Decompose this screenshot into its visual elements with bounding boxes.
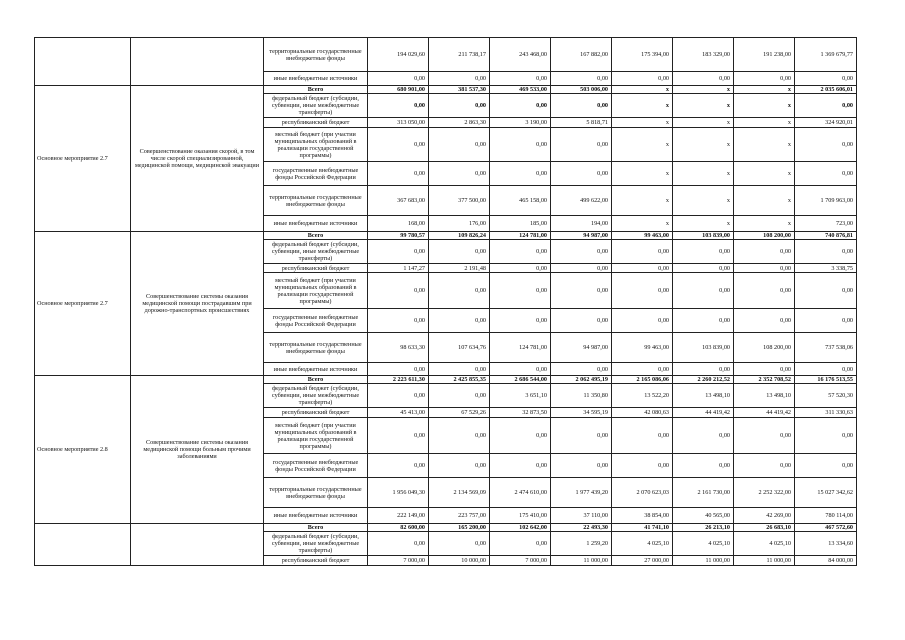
amount-cell: 2 260 212,52 bbox=[673, 376, 734, 384]
amount-cell: x bbox=[734, 118, 795, 128]
amount-cell: 99 463,00 bbox=[612, 232, 673, 240]
amount-cell: 0,00 bbox=[368, 128, 429, 162]
amount-cell: 11 000,00 bbox=[551, 556, 612, 566]
amount-cell: 165 200,00 bbox=[429, 524, 490, 532]
amount-cell: x bbox=[734, 86, 795, 94]
amount-cell: 0,00 bbox=[368, 162, 429, 186]
amount-cell: 0,00 bbox=[368, 309, 429, 333]
funding-source-cell: республиканский бюджет bbox=[264, 264, 368, 273]
amount-cell: x bbox=[612, 162, 673, 186]
amount-cell: 0,00 bbox=[429, 532, 490, 556]
amount-cell: 1 977 439,20 bbox=[551, 478, 612, 508]
funding-source-cell: Всего bbox=[264, 232, 368, 240]
amount-cell: 0,00 bbox=[368, 418, 429, 454]
amount-cell: 0,00 bbox=[551, 264, 612, 273]
amount-cell: 723,00 bbox=[795, 216, 857, 232]
amount-cell: 311 330,63 bbox=[795, 408, 857, 418]
amount-cell: 2 863,30 bbox=[429, 118, 490, 128]
amount-cell: 109 826,24 bbox=[429, 232, 490, 240]
funding-source-cell: федеральный бюджет (субсидии, субвенции, иные межбюджетные трансферты) bbox=[264, 240, 368, 264]
amount-cell: 0,00 bbox=[551, 454, 612, 478]
amount-cell: 0,00 bbox=[551, 128, 612, 162]
amount-cell: 381 537,30 bbox=[429, 86, 490, 94]
funding-source-cell: республиканский бюджет bbox=[264, 408, 368, 418]
amount-cell: 0,00 bbox=[490, 72, 551, 86]
amount-cell: 41 741,10 bbox=[612, 524, 673, 532]
amount-cell: 0,00 bbox=[368, 454, 429, 478]
amount-cell: 0,00 bbox=[795, 240, 857, 264]
amount-cell: 0,00 bbox=[490, 240, 551, 264]
amount-cell: 0,00 bbox=[429, 384, 490, 408]
amount-cell: 0,00 bbox=[490, 309, 551, 333]
activity-cell bbox=[35, 38, 131, 86]
amount-cell: 16 176 513,55 bbox=[795, 376, 857, 384]
amount-cell: 467 572,60 bbox=[795, 524, 857, 532]
amount-cell: 0,00 bbox=[368, 72, 429, 86]
amount-cell: x bbox=[673, 86, 734, 94]
amount-cell: 42 080,63 bbox=[612, 408, 673, 418]
description-cell: Совершенствование системы оказания медицинской помощи больным прочими заболеваниями bbox=[131, 376, 264, 524]
amount-cell: 7 000,00 bbox=[490, 556, 551, 566]
description-cell: Совершенствование системы оказания медицинской помощи пострадавшим при дорожно-транспортных происшествиях bbox=[131, 232, 264, 376]
amount-cell: x bbox=[612, 128, 673, 162]
amount-cell: 82 600,00 bbox=[368, 524, 429, 532]
amount-cell: 11 000,00 bbox=[734, 556, 795, 566]
amount-cell: 0,00 bbox=[490, 418, 551, 454]
amount-cell: x bbox=[673, 186, 734, 216]
amount-cell: x bbox=[612, 216, 673, 232]
amount-cell: 377 500,00 bbox=[429, 186, 490, 216]
amount-cell: 0,00 bbox=[734, 240, 795, 264]
funding-source-cell: федеральный бюджет (субсидии, субвенции, иные межбюджетные трансферты) bbox=[264, 384, 368, 408]
amount-cell: 2 686 544,00 bbox=[490, 376, 551, 384]
amount-cell: 108 200,00 bbox=[734, 232, 795, 240]
amount-cell: 313 050,00 bbox=[368, 118, 429, 128]
amount-cell: 0,00 bbox=[490, 454, 551, 478]
amount-cell: 0,00 bbox=[429, 128, 490, 162]
amount-cell: 0,00 bbox=[429, 309, 490, 333]
amount-cell: x bbox=[612, 118, 673, 128]
amount-cell: 0,00 bbox=[612, 264, 673, 273]
amount-cell: 38 854,00 bbox=[612, 508, 673, 524]
funding-source-cell: иные внебюджетные источники bbox=[264, 72, 368, 86]
amount-cell: 2 425 855,35 bbox=[429, 376, 490, 384]
amount-cell: 0,00 bbox=[551, 418, 612, 454]
amount-cell: 0,00 bbox=[429, 454, 490, 478]
amount-cell: 4 025,10 bbox=[734, 532, 795, 556]
amount-cell: 2 352 708,52 bbox=[734, 376, 795, 384]
amount-cell: 0,00 bbox=[673, 363, 734, 376]
amount-cell: 0,00 bbox=[612, 273, 673, 309]
amount-cell: 167 882,00 bbox=[551, 38, 612, 72]
amount-cell: 102 642,00 bbox=[490, 524, 551, 532]
amount-cell: 34 595,19 bbox=[551, 408, 612, 418]
budget-document bbox=[34, 37, 856, 566]
amount-cell: 3 190,00 bbox=[490, 118, 551, 128]
amount-cell: 2 161 730,00 bbox=[673, 478, 734, 508]
amount-cell: 94 987,00 bbox=[551, 232, 612, 240]
amount-cell: 7 000,00 bbox=[368, 556, 429, 566]
amount-cell: 0,00 bbox=[795, 72, 857, 86]
amount-cell: 44 419,42 bbox=[673, 408, 734, 418]
budget-table bbox=[34, 37, 857, 566]
amount-cell: 0,00 bbox=[734, 454, 795, 478]
amount-cell: 0,00 bbox=[673, 72, 734, 86]
amount-cell: 0,00 bbox=[612, 418, 673, 454]
amount-cell: 45 413,00 bbox=[368, 408, 429, 418]
amount-cell: 465 158,00 bbox=[490, 186, 551, 216]
amount-cell: 4 025,10 bbox=[673, 532, 734, 556]
amount-cell: 0,00 bbox=[368, 240, 429, 264]
amount-cell: 0,00 bbox=[429, 273, 490, 309]
amount-cell: 469 533,00 bbox=[490, 86, 551, 94]
amount-cell: 2 191,48 bbox=[429, 264, 490, 273]
amount-cell: x bbox=[734, 162, 795, 186]
funding-source-cell: местный бюджет (при участии муниципальных образований в реализации государственной программы) bbox=[264, 418, 368, 454]
total-row bbox=[35, 86, 857, 94]
amount-cell: 15 027 342,62 bbox=[795, 478, 857, 508]
amount-cell: 0,00 bbox=[795, 273, 857, 309]
amount-cell: 0,00 bbox=[734, 363, 795, 376]
amount-cell: 0,00 bbox=[429, 72, 490, 86]
amount-cell: 2 134 569,09 bbox=[429, 478, 490, 508]
amount-cell: 243 468,00 bbox=[490, 38, 551, 72]
amount-cell: 0,00 bbox=[795, 363, 857, 376]
amount-cell: x bbox=[612, 94, 673, 118]
amount-cell: 0,00 bbox=[795, 454, 857, 478]
amount-cell: 0,00 bbox=[673, 240, 734, 264]
funding-source-cell: Всего bbox=[264, 376, 368, 384]
amount-cell: x bbox=[734, 186, 795, 216]
amount-cell: 0,00 bbox=[734, 72, 795, 86]
amount-cell: 324 920,01 bbox=[795, 118, 857, 128]
amount-cell: x bbox=[734, 94, 795, 118]
amount-cell: 0,00 bbox=[734, 264, 795, 273]
amount-cell: 10 000,00 bbox=[429, 556, 490, 566]
amount-cell: 223 757,00 bbox=[429, 508, 490, 524]
amount-cell: 0,00 bbox=[368, 532, 429, 556]
amount-cell: 737 538,06 bbox=[795, 333, 857, 363]
amount-cell: 0,00 bbox=[795, 418, 857, 454]
funding-source-cell: государственные внебюджетные фонды Российской Федерации bbox=[264, 454, 368, 478]
amount-cell: 26 213,10 bbox=[673, 524, 734, 532]
amount-cell: 2 223 611,30 bbox=[368, 376, 429, 384]
amount-cell: 84 000,00 bbox=[795, 556, 857, 566]
amount-cell: 3 651,10 bbox=[490, 384, 551, 408]
amount-cell: 5 818,71 bbox=[551, 118, 612, 128]
amount-cell: x bbox=[673, 216, 734, 232]
amount-cell: 99 463,00 bbox=[612, 333, 673, 363]
amount-cell: 176,00 bbox=[429, 216, 490, 232]
funding-source-cell: местный бюджет (при участии муниципальных образований в реализации государственной программы) bbox=[264, 128, 368, 162]
amount-cell: 2 070 623,03 bbox=[612, 478, 673, 508]
amount-cell: 185,00 bbox=[490, 216, 551, 232]
amount-cell: 0,00 bbox=[551, 162, 612, 186]
amount-cell: 0,00 bbox=[551, 72, 612, 86]
amount-cell: 175 394,00 bbox=[612, 38, 673, 72]
description-cell bbox=[131, 524, 264, 566]
funding-source-cell: иные внебюджетные источники bbox=[264, 363, 368, 376]
amount-cell: 0,00 bbox=[368, 94, 429, 118]
amount-cell: x bbox=[673, 94, 734, 118]
amount-cell: 0,00 bbox=[490, 94, 551, 118]
total-row bbox=[35, 376, 857, 384]
funding-source-cell: территориальные государственные внебюджетные фонды bbox=[264, 186, 368, 216]
amount-cell: 0,00 bbox=[612, 309, 673, 333]
amount-cell: 0,00 bbox=[368, 363, 429, 376]
amount-cell: 0,00 bbox=[490, 128, 551, 162]
funding-source-cell: Всего bbox=[264, 524, 368, 532]
funding-source-cell: иные внебюджетные источники bbox=[264, 508, 368, 524]
amount-cell: 2 252 322,00 bbox=[734, 478, 795, 508]
amount-cell: 0,00 bbox=[673, 273, 734, 309]
amount-cell: 42 269,00 bbox=[734, 508, 795, 524]
amount-cell: 27 000,00 bbox=[612, 556, 673, 566]
amount-cell: 0,00 bbox=[551, 273, 612, 309]
funding-source-cell: федеральный бюджет (субсидии, субвенции, иные межбюджетные трансферты) bbox=[264, 532, 368, 556]
amount-cell: 191 238,00 bbox=[734, 38, 795, 72]
amount-cell: x bbox=[734, 216, 795, 232]
activity-cell bbox=[35, 524, 131, 566]
amount-cell: 0,00 bbox=[734, 273, 795, 309]
amount-cell: 0,00 bbox=[795, 94, 857, 118]
amount-cell: 0,00 bbox=[673, 264, 734, 273]
amount-cell: 2 035 606,01 bbox=[795, 86, 857, 94]
amount-cell: 3 338,75 bbox=[795, 264, 857, 273]
amount-cell: 26 683,10 bbox=[734, 524, 795, 532]
funding-source-cell: республиканский бюджет bbox=[264, 556, 368, 566]
amount-cell: 0,00 bbox=[795, 162, 857, 186]
amount-cell: 0,00 bbox=[612, 363, 673, 376]
amount-cell: 0,00 bbox=[673, 309, 734, 333]
amount-cell: 0,00 bbox=[429, 418, 490, 454]
amount-cell: 0,00 bbox=[429, 363, 490, 376]
amount-cell: 13 498,10 bbox=[734, 384, 795, 408]
amount-cell: 1 147,27 bbox=[368, 264, 429, 273]
total-row bbox=[35, 524, 857, 532]
amount-cell: 499 622,00 bbox=[551, 186, 612, 216]
amount-cell: 0,00 bbox=[429, 162, 490, 186]
amount-cell: 2 062 495,19 bbox=[551, 376, 612, 384]
amount-cell: 0,00 bbox=[551, 94, 612, 118]
amount-cell: 503 006,00 bbox=[551, 86, 612, 94]
amount-cell: 44 419,42 bbox=[734, 408, 795, 418]
amount-cell: 124 781,00 bbox=[490, 232, 551, 240]
amount-cell: 0,00 bbox=[551, 363, 612, 376]
amount-cell: 124 781,00 bbox=[490, 333, 551, 363]
amount-cell: 103 839,00 bbox=[673, 333, 734, 363]
amount-cell: 0,00 bbox=[734, 309, 795, 333]
amount-cell: 680 901,00 bbox=[368, 86, 429, 94]
amount-cell: 780 114,00 bbox=[795, 508, 857, 524]
amount-cell: 740 876,81 bbox=[795, 232, 857, 240]
amount-cell: 1 956 049,30 bbox=[368, 478, 429, 508]
funding-source-cell: территориальные государственные внебюджетные фонды bbox=[264, 333, 368, 363]
amount-cell: 0,00 bbox=[490, 162, 551, 186]
amount-cell: 32 873,50 bbox=[490, 408, 551, 418]
amount-cell: 194,00 bbox=[551, 216, 612, 232]
total-row bbox=[35, 232, 857, 240]
amount-cell: x bbox=[612, 186, 673, 216]
amount-cell: 108 200,00 bbox=[734, 333, 795, 363]
description-cell bbox=[131, 38, 264, 86]
amount-cell: 40 565,00 bbox=[673, 508, 734, 524]
amount-cell: x bbox=[612, 86, 673, 94]
amount-cell: 367 683,00 bbox=[368, 186, 429, 216]
amount-cell: 13 498,10 bbox=[673, 384, 734, 408]
funding-source-cell: республиканский бюджет bbox=[264, 118, 368, 128]
funding-source-cell: территориальные государственные внебюджетные фонды bbox=[264, 38, 368, 72]
amount-cell: 0,00 bbox=[429, 94, 490, 118]
funding-source-cell: государственные внебюджетные фонды Российской Федерации bbox=[264, 162, 368, 186]
amount-cell: x bbox=[673, 128, 734, 162]
amount-cell: 0,00 bbox=[612, 240, 673, 264]
amount-cell: 0,00 bbox=[673, 418, 734, 454]
amount-cell: 0,00 bbox=[551, 240, 612, 264]
amount-cell: 0,00 bbox=[795, 309, 857, 333]
amount-cell: 194 029,60 bbox=[368, 38, 429, 72]
amount-cell: 175 410,00 bbox=[490, 508, 551, 524]
activity-cell: Основное мероприятие 2.8 bbox=[35, 376, 131, 524]
amount-cell: 1 369 679,77 bbox=[795, 38, 857, 72]
amount-cell: 0,00 bbox=[734, 418, 795, 454]
amount-cell: 222 149,00 bbox=[368, 508, 429, 524]
amount-cell: 94 987,00 bbox=[551, 333, 612, 363]
amount-cell: 0,00 bbox=[551, 309, 612, 333]
amount-cell: 1 259,20 bbox=[551, 532, 612, 556]
amount-cell: 1 709 963,00 bbox=[795, 186, 857, 216]
amount-cell: 4 025,10 bbox=[612, 532, 673, 556]
funding-source-cell: Всего bbox=[264, 86, 368, 94]
amount-cell: 99 780,57 bbox=[368, 232, 429, 240]
amount-cell: 0,00 bbox=[490, 264, 551, 273]
funding-source-cell: иные внебюджетные источники bbox=[264, 216, 368, 232]
amount-cell: x bbox=[673, 162, 734, 186]
amount-cell: x bbox=[734, 128, 795, 162]
amount-cell: 107 634,76 bbox=[429, 333, 490, 363]
amount-cell: 57 520,30 bbox=[795, 384, 857, 408]
funding-source-cell: территориальные государственные внебюджетные фонды bbox=[264, 478, 368, 508]
amount-cell: 0,00 bbox=[368, 384, 429, 408]
amount-cell: 0,00 bbox=[612, 72, 673, 86]
amount-cell: 98 633,30 bbox=[368, 333, 429, 363]
amount-cell: x bbox=[673, 118, 734, 128]
funding-source-cell: местный бюджет (при участии муниципальных образований в реализации государственной программы) bbox=[264, 273, 368, 309]
amount-cell: 0,00 bbox=[490, 532, 551, 556]
activity-cell: Основное мероприятие 2.7 bbox=[35, 232, 131, 376]
amount-cell: 11 350,80 bbox=[551, 384, 612, 408]
amount-cell: 22 493,30 bbox=[551, 524, 612, 532]
amount-cell: 0,00 bbox=[368, 273, 429, 309]
amount-cell: 0,00 bbox=[490, 363, 551, 376]
amount-cell: 0,00 bbox=[429, 240, 490, 264]
amount-cell: 103 839,00 bbox=[673, 232, 734, 240]
amount-cell: 168,00 bbox=[368, 216, 429, 232]
amount-cell: 183 329,00 bbox=[673, 38, 734, 72]
amount-cell: 13 522,20 bbox=[612, 384, 673, 408]
amount-cell: 0,00 bbox=[795, 128, 857, 162]
amount-cell: 2 165 086,06 bbox=[612, 376, 673, 384]
amount-cell: 2 474 610,00 bbox=[490, 478, 551, 508]
funding-source-row bbox=[35, 38, 857, 72]
amount-cell: 67 529,26 bbox=[429, 408, 490, 418]
amount-cell: 11 000,00 bbox=[673, 556, 734, 566]
funding-source-cell: федеральный бюджет (субсидии, субвенции, иные межбюджетные трансферты) bbox=[264, 94, 368, 118]
funding-source-cell: государственные внебюджетные фонды Российской Федерации bbox=[264, 309, 368, 333]
activity-cell: Основное мероприятие 2.7 bbox=[35, 86, 131, 232]
amount-cell: 211 738,17 bbox=[429, 38, 490, 72]
amount-cell: 0,00 bbox=[673, 454, 734, 478]
description-cell: Совершенствование оказания скорой, в том числе скорой специализированной, медицинской помощи, медицинской эвакуации bbox=[131, 86, 264, 232]
amount-cell: 0,00 bbox=[490, 273, 551, 309]
amount-cell: 13 334,60 bbox=[795, 532, 857, 556]
amount-cell: 0,00 bbox=[612, 454, 673, 478]
amount-cell: 37 110,00 bbox=[551, 508, 612, 524]
